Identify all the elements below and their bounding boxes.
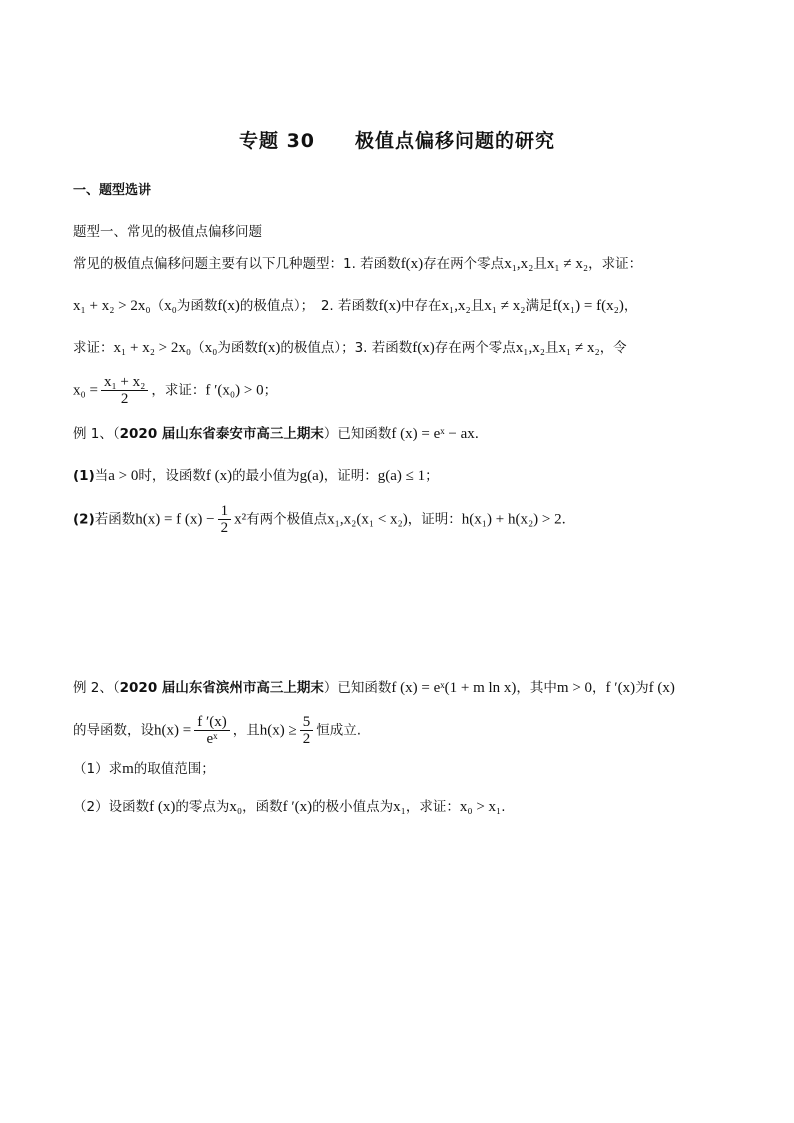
- text: ；: [263, 382, 278, 399]
- text: ，求证：: [405, 799, 460, 815]
- intro-line-4: [73, 374, 277, 407]
- math: g(a): [299, 468, 324, 484]
- text: 为函数: [176, 298, 218, 314]
- example-1-question-1: [73, 466, 439, 486]
- math: x₁,x₂(x₁ < x₂): [327, 511, 408, 528]
- math: x²: [234, 511, 247, 528]
- math: x₁ ≠ x₂: [484, 298, 526, 314]
- text: ．: [474, 426, 489, 442]
- math: m: [122, 761, 134, 777]
- text: 为: [635, 680, 649, 696]
- text: 的极值点）；3. 若函数: [280, 340, 413, 356]
- math: f(x): [257, 340, 281, 356]
- text: 若函数: [355, 256, 401, 272]
- text: ，证明：: [323, 468, 378, 484]
- text: 的极小值点为: [312, 799, 394, 815]
- example-2-question-2: [73, 797, 506, 817]
- text: 的零点为: [175, 799, 230, 815]
- text: （: [191, 340, 205, 356]
- text: 常见的极值点偏移问题主要有以下几种题型：1.: [73, 256, 356, 272]
- fraction: [194, 714, 230, 747]
- text: 中存在: [401, 298, 442, 314]
- text: 的极值点）； 2. 若函数: [239, 298, 379, 314]
- text: 存在两个零点: [423, 256, 505, 272]
- fraction: [101, 374, 148, 407]
- math: x₀: [229, 799, 243, 815]
- denominator: eˣ: [206, 731, 218, 747]
- math: f (x): [149, 799, 176, 815]
- text: 的最小值为: [232, 468, 300, 484]
- math: f ′(x): [605, 680, 636, 696]
- text: ．: [561, 511, 576, 528]
- math: h(x) = f (x) −: [135, 511, 215, 528]
- text: 存在两个零点: [434, 340, 516, 356]
- text: .: [501, 799, 506, 815]
- math: x₁: [393, 799, 406, 815]
- example-2-line-2: [73, 714, 361, 747]
- text: 若函数: [94, 511, 136, 528]
- math: h(x₁) + h(x₂) > 2: [461, 511, 562, 528]
- denominator: 2: [220, 520, 229, 536]
- text: 有两个极值点: [246, 511, 328, 528]
- text: ，且: [232, 722, 260, 739]
- math: f(x): [412, 340, 435, 356]
- math: f ′(x): [282, 799, 313, 815]
- numerator: 1: [218, 503, 232, 520]
- text: ，求证：: [588, 256, 643, 272]
- text: (2): [73, 511, 95, 528]
- math: f(x₁) = f(x₂): [552, 298, 624, 314]
- math: f(x): [217, 298, 240, 314]
- denominator: 2: [120, 391, 129, 407]
- math: x₁ ≠ x₂: [558, 340, 600, 356]
- math: g(a) ≤ 1: [377, 468, 426, 484]
- math: x₁,x₂: [515, 340, 545, 356]
- text: ，: [623, 298, 638, 314]
- denominator: 2: [302, 731, 311, 747]
- math: f(x): [378, 298, 402, 314]
- math: f (x) = eˣ − ax: [391, 426, 475, 442]
- text: 为函数: [217, 340, 258, 356]
- math: x₀ > x₁: [459, 799, 502, 815]
- text: ，求证：: [151, 382, 206, 399]
- math: m > 0: [556, 680, 593, 696]
- math: f (x): [205, 468, 233, 484]
- text: ，证明：: [407, 511, 462, 528]
- text: ，令: [599, 340, 627, 356]
- math: x₀: [164, 298, 177, 314]
- math: x₀ =: [73, 382, 98, 399]
- text: ，函数: [242, 799, 283, 815]
- text: 恒成立.: [316, 722, 362, 739]
- math: f (x) = eˣ(1 + m ln x): [391, 680, 517, 696]
- text: ，: [592, 680, 606, 696]
- text: （: [150, 298, 165, 314]
- text: （2）设函数: [73, 799, 150, 815]
- math: h(x) ≥: [259, 722, 297, 739]
- text: 例 1、（: [73, 426, 120, 442]
- example-2-heading: [73, 678, 675, 698]
- text: 例 2、（: [73, 680, 120, 696]
- text: 满足: [525, 298, 553, 314]
- text: 且: [470, 298, 485, 314]
- text: ）已知函数: [323, 680, 392, 696]
- text: 求证：: [73, 340, 114, 356]
- math: x₁,x₂: [504, 256, 534, 272]
- intro-line-1: [73, 254, 642, 274]
- title-prefix: 专题 30: [238, 130, 316, 152]
- fraction: [300, 714, 314, 747]
- intro-line-3: [73, 338, 627, 358]
- type-heading: 题型一、常见的极值点偏移问题: [73, 224, 262, 240]
- text: 的导函数，设: [73, 722, 154, 739]
- source: 2020 届山东省滨州市高三上期末: [119, 680, 324, 696]
- math: x₀: [204, 340, 218, 356]
- text: （1）求: [73, 761, 123, 777]
- text: 时，设函数: [138, 468, 206, 484]
- example-2-question-1: [73, 759, 215, 779]
- math: x₁ + x₂ > 2x₀: [73, 298, 151, 314]
- text: 当: [94, 468, 109, 484]
- numerator: f ′(x): [194, 714, 230, 731]
- text: 且: [544, 340, 559, 356]
- math: x₁ ≠ x₂: [546, 256, 589, 272]
- numerator: 5: [300, 714, 314, 731]
- example-1-question-2: [73, 503, 575, 536]
- math: a > 0: [108, 468, 139, 484]
- intro-line-2: [73, 296, 637, 316]
- math: f(x): [400, 256, 424, 272]
- text: ；: [425, 468, 439, 484]
- numerator: x₁ + x₂: [101, 374, 148, 391]
- text: 且: [533, 256, 547, 272]
- example-1-heading: [73, 424, 488, 444]
- math: f ′(x₀) > 0: [205, 382, 264, 399]
- page-title: [0, 126, 794, 153]
- text: ，其中: [516, 680, 557, 696]
- math: x₁,x₂: [441, 298, 471, 314]
- math: f (x): [648, 680, 675, 696]
- text: 的取值范围；: [133, 761, 215, 777]
- text: ）已知函数: [323, 426, 392, 442]
- math: x₁ + x₂ > 2x₀: [113, 340, 192, 356]
- math: h(x) =: [154, 722, 192, 739]
- fraction: [218, 503, 232, 536]
- section-heading: 一、题型选讲: [73, 183, 152, 198]
- title-main: 极值点偏移问题的研究: [355, 130, 556, 152]
- source: 2020 届山东省泰安市高三上期末: [119, 426, 324, 442]
- text: (1): [73, 468, 95, 484]
